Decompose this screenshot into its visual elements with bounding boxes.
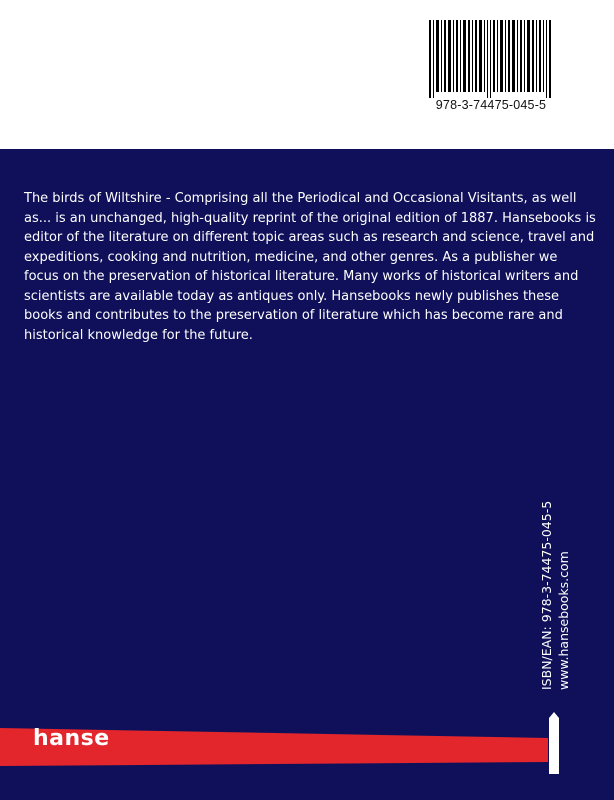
publisher-logo-band: [0, 720, 548, 774]
barcode: [423, 18, 559, 120]
book-description: The birds of Wiltshire - Comprising all the Periodical and Occasional Visitants, as well as... is an unchanged, high-quality reprint of the original edition of 1887. Hansebooks is editor of the literature on different topic areas such as research and science, travel and expeditions, cooking and nutrition, medicine, and other genres. As a publisher we focus on the preservation of historical literature. Many works of historical writers and scientists are available today as antiques only. Hansebooks newly publishes these books and contributes to the preservation of literature which has become rare and historical knowledge for the future.: [24, 191, 596, 343]
isbn-ean-line: ISBN/EAN: 978-3-74475-045-5: [539, 500, 554, 690]
barcode-bars: [429, 20, 553, 98]
vertical-book-info: [538, 501, 572, 690]
hanse-emblem-icon: [546, 712, 562, 774]
website-url: www.hansebooks.com: [556, 551, 571, 690]
top-white-band: [0, 0, 614, 149]
back-cover-panel: [0, 149, 614, 800]
publisher-logo-text: hanse: [33, 726, 110, 751]
barcode-isbn-label: 978-3-74475-045-5: [435, 98, 547, 112]
